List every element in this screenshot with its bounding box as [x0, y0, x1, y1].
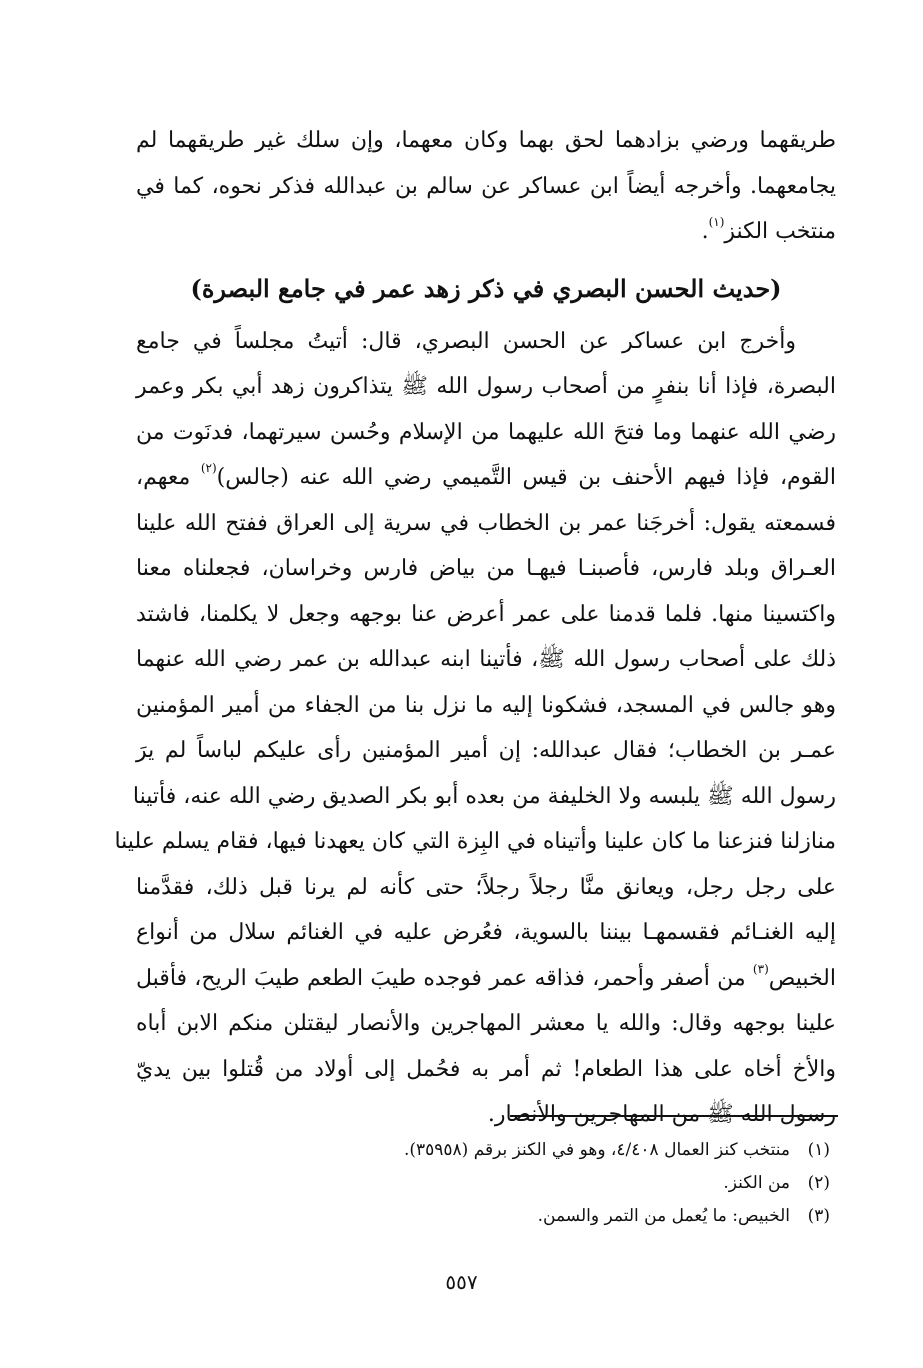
line-text: معهم،: [136, 465, 201, 490]
text-line: [136, 455, 836, 501]
text-line: البصرة، فإذا أنا بنفرٍ من أصحاب رسول الله ﷺ يتذاكرون زهد أبي بكر وعمر: [136, 374, 836, 399]
footnote-number: (٣): [807, 1206, 830, 1226]
line-text: من أصفر وأحمر، فذاقه عمر فوجده طيبَ الطعم طيبَ الريح، فأقبل: [136, 965, 753, 991]
text-line: ذلك على أصحاب رسول الله ﷺ، فأتينا ابنه عبدالله بن عمر رضي الله عنهما: [136, 647, 836, 672]
text-line: [136, 209, 836, 255]
footnote-number: (٢): [807, 1173, 830, 1193]
text-line: منازلنا فنزعنا ما كان علينا وأتيناه في البِزة التي كان يعهدنا فيها، فقام يسلم علينا: [114, 829, 836, 854]
text-line: إليه الغنـائم فقسمهـا بيننا بالسوية، فعُرض عليه في الغنائم سلال من أنواع: [136, 920, 836, 945]
text-line: والأخ أخاه على هذا الطعام! ثم أمر به فحُمل إلى أولاد من قُتلوا بين يديّ: [136, 1056, 836, 1082]
text-line: وأخرج ابن عساكر عن الحسن البصري، قال: أتيتُ مجلساً في جامع: [136, 328, 796, 354]
footnotes: [300, 1134, 830, 1233]
text-line: رضي الله عنهما وما فتحَ الله عليهما من الإسلام وحُسن سيرتهما، فدنَوت من: [136, 419, 836, 445]
section-heading: (حديث الحسن البصري في ذكر زهد عمر في جامع البصرة): [190, 273, 782, 303]
text-line: يجامعهما. وأخرجه أيضاً ابن عساكر عن سالم بن عبدالله فذكر نحوه، كما في: [136, 173, 836, 199]
text-line: [136, 956, 836, 1002]
line-end: .: [701, 219, 709, 244]
footnote-number: (١): [807, 1140, 830, 1160]
footnote-text: منتخب كنز العمال ٤/٤٠٨، وهو في الكنز برقم (٣٥٩٥٨).: [403, 1140, 790, 1160]
footnote-text: الخبيص: ما يُعمل من التمر والسمن.: [537, 1206, 790, 1226]
footnote: [300, 1167, 830, 1200]
footnote-ref: (٣): [752, 961, 769, 976]
text-line: عمـر بن الخطاب؛ فقال عبدالله: إن أمير المؤمنين رأى عليكم لباساً لم يرَ: [136, 738, 836, 763]
text-line: رسول الله ﷺ من المهاجرين والأنصار.: [487, 1102, 836, 1127]
line-text: القوم، فإذا فيهم الأحنف بن قيس التَّميمي رضي الله عنه (جالس): [216, 465, 836, 490]
page-number: ٥٥٧: [445, 1270, 478, 1294]
text-line: رسول الله ﷺ يلبسه ولا الخليفة من بعده أبو بكر الصديق رضي الله عنه، فأتينا: [132, 783, 836, 809]
footnote-divider: [510, 1115, 838, 1117]
main-text: [114, 118, 836, 1138]
text-line: واكتسينا منها. فلما قدمنا على عمر أعرض عنا بوجهه وجعل لا يكلمنا، فاشتد: [136, 601, 836, 627]
line-text: الخبيص: [768, 965, 836, 991]
text-line: وهو جالس في المسجد، فشكونا إليه ما نزل بنا من الجفاء من أمير المؤمنين: [136, 692, 836, 718]
line-text: منتخب الكنز: [724, 219, 836, 244]
footnote: [300, 1200, 830, 1233]
footnote-ref: (٢): [200, 461, 217, 475]
text-line: العـراق وبلد فارس، فأصبنـا فيهـا من بياض فارس وخراسان، فجعلناه معنا: [136, 556, 836, 581]
footnote-text: من الكنز.: [723, 1173, 790, 1193]
footnote-ref: (١): [708, 215, 725, 229]
text-line: طريقهما ورضي بزادهما لحق بهما وكان معهما، وإن سلك غير طريقهما لم: [136, 128, 836, 153]
text-line: فسمعته يقول: أخرجَنا عمر بن الخطاب في سرية إلى العراق ففتح الله علينا: [136, 510, 836, 536]
footnote: [300, 1134, 830, 1167]
text-line: على رجل رجل، ويعانق منَّا رجلاً رجلاً؛ حتى كأنه لم يرنا قبل ذلك، فقدَّمنا: [136, 874, 836, 900]
text-line: علينا بوجهه وقال: والله يا معشر المهاجرين والأنصار ليقتلن منكم الابن أباه: [136, 1011, 836, 1036]
